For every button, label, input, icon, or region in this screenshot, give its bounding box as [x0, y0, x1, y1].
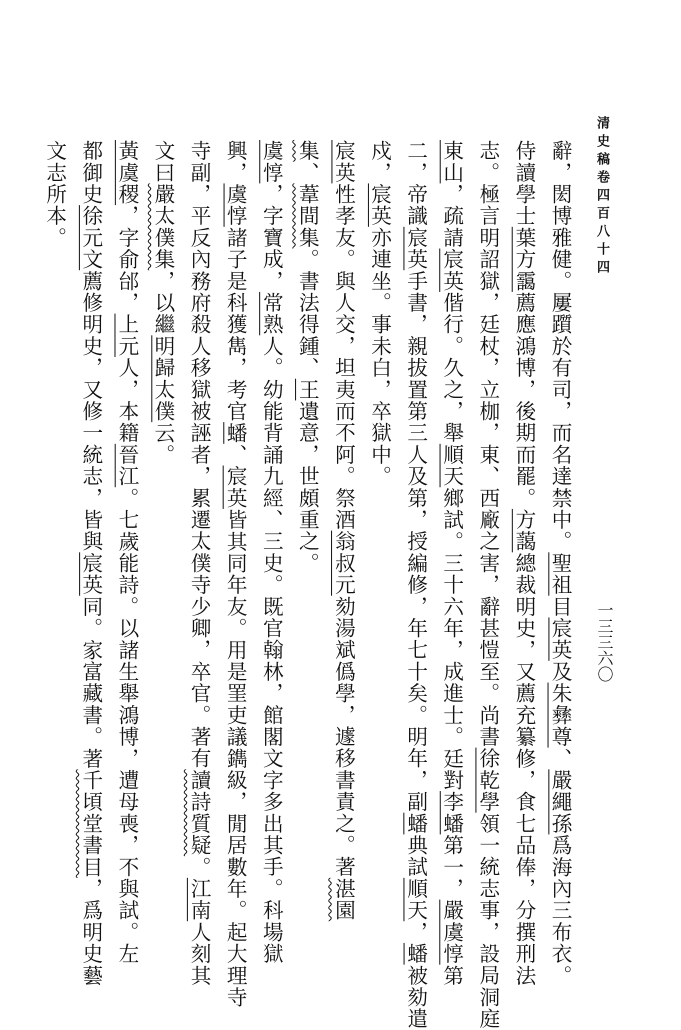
text-run: 人。幼能背誦九經、三史。既官翰林，館閣文字多出其手。科場獄	[259, 335, 284, 965]
proper-name: 徐乾學	[475, 747, 500, 813]
proper-name: 順天	[403, 877, 428, 922]
text-run: 典試	[403, 834, 428, 878]
text-run: 爲海內三布衣。	[548, 834, 572, 987]
text-run: 人，本籍	[114, 357, 139, 444]
text-run: 、	[295, 161, 320, 184]
text-run: 劾湯斌僞學，遽移書責之。著	[331, 595, 356, 878]
text-run: 。書法得鍾、	[295, 248, 320, 379]
text-run: 興，	[223, 140, 248, 184]
proper-name: 朱彝尊	[548, 682, 572, 748]
text-column	[73, 140, 109, 987]
text-run: 侍讀學士	[511, 140, 536, 227]
text-run: 二，帝識	[403, 140, 428, 227]
text-run: 偕行。久之，舉	[439, 291, 464, 444]
proper-name: 嚴虞惇	[439, 899, 464, 965]
proper-name: 翁叔元	[331, 530, 356, 596]
text-run: 都御史	[78, 140, 103, 206]
text-run: 同。家富藏書。著	[78, 595, 103, 770]
text-run: 皆其同年友。用是罣吏議鐫級，閒居數年。起大理寺	[223, 508, 248, 1009]
text-column	[253, 140, 289, 970]
book-title: 葦間集	[295, 183, 320, 249]
text-run: 薦應鴻博，後期而罷。	[511, 291, 536, 509]
text-run: 。	[187, 856, 212, 878]
proper-name: 宸英	[223, 465, 248, 509]
text-run: 寺副，平反內務府殺人移獄被誣者，累遷太僕寺少卿，卒官。著有	[187, 140, 212, 770]
book-title: 讀詩質疑	[187, 769, 212, 857]
proper-name: 順天	[439, 443, 464, 488]
text-run: 辭，閎博雅健。屢躓於有司，而名達禁中。	[548, 140, 572, 553]
text-run: 尚書	[475, 704, 500, 748]
text-column	[506, 140, 542, 987]
text-run: ，	[403, 921, 428, 943]
text-run: ，字寶成，	[259, 183, 284, 292]
text-column	[542, 140, 578, 987]
text-run: 目	[548, 595, 572, 618]
body-text	[37, 140, 578, 1030]
text-run: 手書，親拔置第三人及第，授編修，年七十矣。明年，副	[403, 270, 428, 813]
text-column	[470, 140, 506, 1030]
text-column	[217, 140, 253, 1009]
text-run: 志。極言明詔獄，廷杖，立枷，東、西廠之害，辭甚愷至。	[475, 140, 500, 705]
text-run: 被劾遣	[403, 964, 428, 1030]
text-run: 總裁明史，又薦充纂修，食七品俸，分撰刑法	[511, 552, 536, 987]
text-run: 云。	[150, 422, 175, 466]
running-header-title: 清史稿卷四百八十四	[594, 116, 609, 278]
book-title: 千頃堂書目	[78, 769, 103, 878]
text-run: 及	[548, 660, 572, 683]
text-column	[398, 140, 434, 1030]
proper-name: 晉江	[114, 443, 139, 488]
text-column	[361, 140, 397, 970]
text-run: 薦修明史，又修一統志，皆與	[78, 270, 103, 553]
text-column	[325, 140, 361, 970]
proper-name: 宸英	[331, 140, 356, 184]
text-run: 遺意，世頗重之。	[295, 400, 320, 575]
text-run: 文志所本。	[42, 140, 67, 249]
proper-name: 葉方靄	[511, 226, 536, 292]
text-run: 。七歲能詩。以諸生舉鴻博，遭母喪，不與試。左	[114, 487, 139, 965]
proper-name: 東山	[439, 140, 464, 184]
proper-name: 蟠	[403, 812, 428, 835]
text-run: 諸子是科獲雋，考官	[223, 226, 248, 423]
proper-name: 明歸太僕	[150, 335, 175, 423]
proper-name: 聖祖	[548, 552, 572, 596]
proper-name: 蟠	[223, 422, 248, 444]
text-run: 亦連坐。事未白，卒獄中。	[367, 226, 392, 488]
proper-name: 徐元文	[78, 205, 103, 271]
text-run: 第	[439, 964, 464, 987]
text-run: 、	[223, 443, 248, 466]
proper-name: 王	[295, 378, 320, 401]
proper-name: 虞惇	[259, 140, 284, 184]
proper-name: 虞惇	[223, 183, 248, 227]
proper-name: 方藹	[511, 508, 536, 553]
book-title: 嚴太僕集	[150, 183, 175, 271]
proper-name: 李蟠	[439, 791, 464, 835]
text-run: ，疏請	[439, 183, 464, 249]
text-run: 第一，	[439, 834, 464, 900]
text-column	[434, 140, 470, 987]
text-column	[37, 140, 73, 970]
proper-name: 江南	[187, 877, 212, 922]
text-run: 人刻其	[187, 921, 212, 987]
text-run: ，以繼	[150, 270, 175, 336]
proper-name: 宸英	[439, 248, 464, 292]
book-title: 湛園	[331, 877, 356, 922]
text-run: 性孝友。與人交，坦夷而不阿。祭酒	[331, 183, 356, 531]
text-column	[145, 140, 181, 970]
proper-name: 嚴繩孫	[548, 769, 572, 835]
proper-name: 黃虞稷	[114, 140, 139, 206]
proper-name: 上元	[114, 313, 139, 358]
text-run: 領一統志事，設局洞庭	[475, 812, 500, 1030]
text-column	[109, 140, 145, 970]
proper-name: 常熟	[259, 291, 284, 336]
text-run: 鄉試。三十六年，成進士。廷對	[439, 487, 464, 792]
proper-name: 宸英	[403, 226, 428, 271]
text-column	[181, 140, 217, 987]
proper-name: 宸英	[367, 183, 392, 227]
proper-name: 宸英	[78, 552, 103, 596]
text-run: ，字俞邰，	[114, 205, 139, 314]
proper-name: 蟠	[403, 942, 428, 965]
book-title: 集	[295, 140, 320, 162]
proper-name: 宸英	[548, 617, 572, 661]
text-run: 文曰	[150, 140, 175, 184]
page-number: 一三三六〇	[595, 602, 614, 682]
text-column	[289, 140, 325, 970]
text-run: ，爲明史藝	[78, 877, 103, 987]
text-run: 、	[548, 747, 572, 770]
text-run: 戍，	[367, 140, 392, 184]
